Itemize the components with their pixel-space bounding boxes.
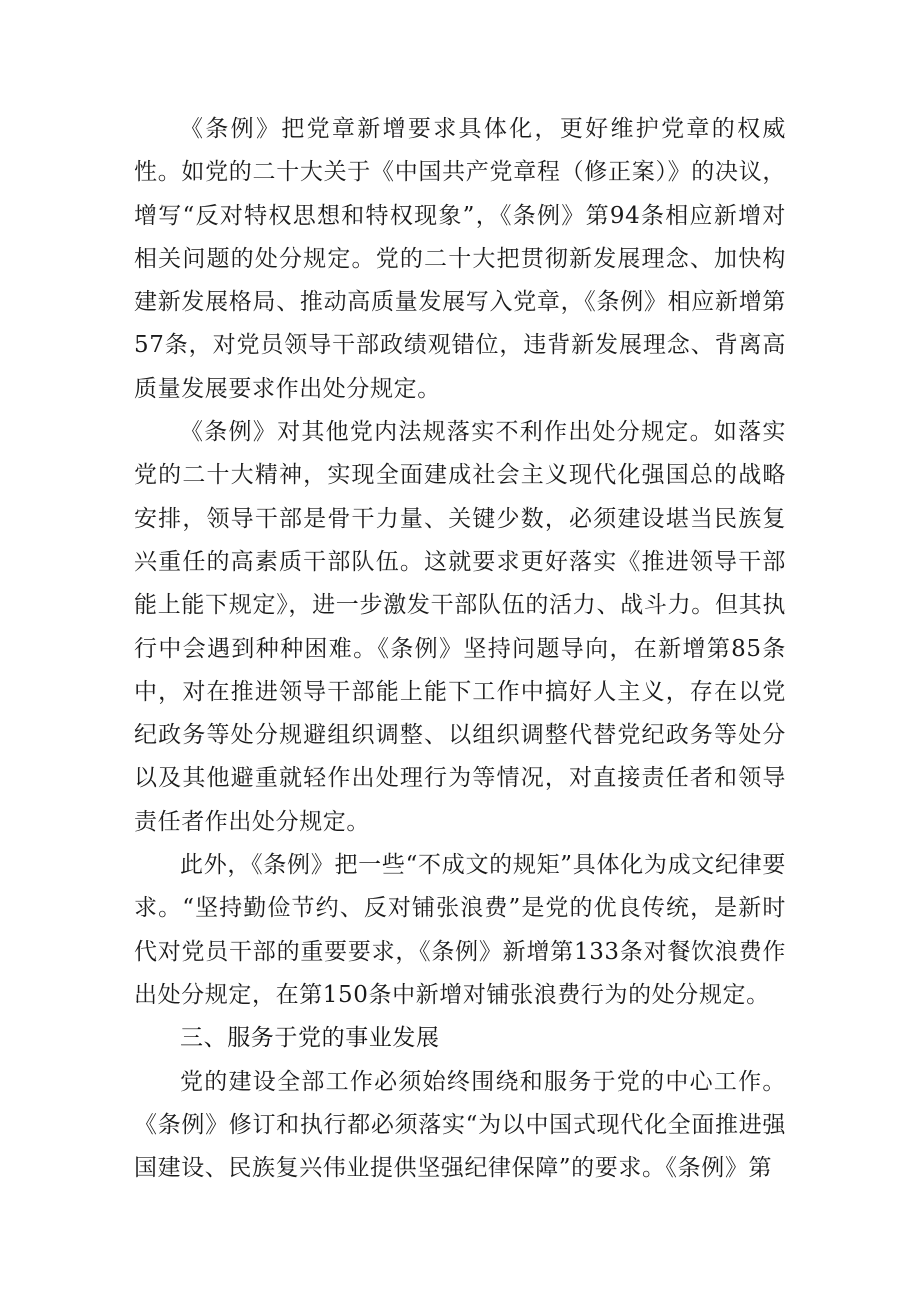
paragraph-central-work: 党的建设全部工作必须始终围绕和服务于党的中心工作。《条例》修订和执行都必须落实“为以中国式现代化全面推进强国建设、民族复兴伟业提供坚强纪律保障”的要求。《条例》第 bbox=[134, 1068, 786, 1182]
document-body bbox=[134, 108, 786, 1190]
paragraph-unwritten-rules: 此外，《条例》把一些“不成文的规矩”具体化为成文纪律要求。“坚持勤俭节约、反对铺张浪费”是党的优良传统，是新时代对党员干部的重要要求，《条例》新增第133条对餐饮浪费作出处分规定，在第150条中新增对铺张浪费行为的处分规定。 bbox=[134, 852, 786, 1008]
section-heading: 三、服务于党的事业发展 bbox=[180, 1025, 440, 1052]
paragraph-other-regulations: 《条例》对其他党内法规落实不利作出处分规定。如落实党的二十大精神，实现全面建成社会主义现代化强国总的战略安排，领导干部是骨干力量、关键少数，必须建设堪当民族复兴重任的高素质干部队伍。这就要求更好落实《推进领导干部能上能下规定》，进一步激发干部队伍的活力、战斗力。但其执行中会遇到种种困难。《条例》坚持问题导向，在新增第85条中，对在推进领导干部能上能下工作中搞好人主义，存在以党纪政务等处分规避组织调整、以组织调整代替党纪政务等处分以及其他避重就轻作出处理行为等情况，对直接责任者和领导责任者作出处分规定。 bbox=[134, 419, 786, 835]
paragraph-party-constitution: 《条例》把党章新增要求具体化，更好维护党章的权威性。如党的二十大关于《中国共产党章程（修正案）》的决议，增写“反对特权思想和特权现象”，《条例》第94条相应新增对相关问题的处分规定。党的二十大把贯彻新发展理念、加快构建新发展格局、推动高质量发展写入党章，《条例》相应新增第57条，对党员领导干部政绩观错位，违背新发展理念、背离高质量发展要求作出处分规定。 bbox=[134, 116, 786, 402]
